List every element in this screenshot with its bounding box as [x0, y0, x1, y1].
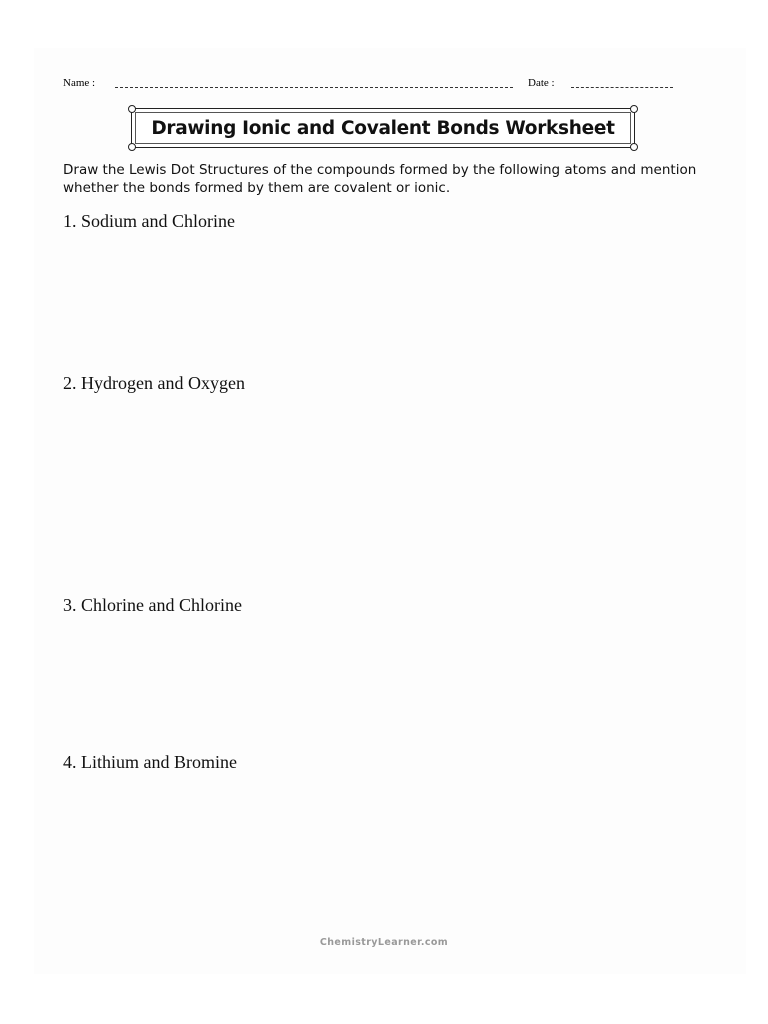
banner-corner: [128, 105, 136, 113]
question-4: 4. Lithium and Bromine: [63, 752, 237, 772]
instructions-text: Draw the Lewis Dot Structures of the compounds formed by the following atoms and mention whether the bonds formed by them are covalent or ionic.: [63, 162, 697, 196]
title-banner: [131, 108, 635, 148]
date-line: [571, 87, 673, 88]
date-label: Date :: [528, 77, 555, 89]
banner-corner: [630, 105, 638, 113]
page-title: Drawing Ionic and Covalent Bonds Worksheet: [151, 117, 615, 139]
name-label: Name :: [63, 77, 96, 89]
banner-corner: [630, 143, 638, 151]
banner-corner: [128, 143, 136, 151]
question-2: 2. Hydrogen and Oxygen: [63, 373, 245, 393]
footer-brand: ChemistryLearner.com: [319, 937, 449, 948]
question-3: 3. Chlorine and Chlorine: [63, 595, 242, 615]
header-row: [63, 77, 683, 95]
name-line: [115, 87, 513, 88]
question-1: 1. Sodium and Chlorine: [63, 211, 235, 231]
